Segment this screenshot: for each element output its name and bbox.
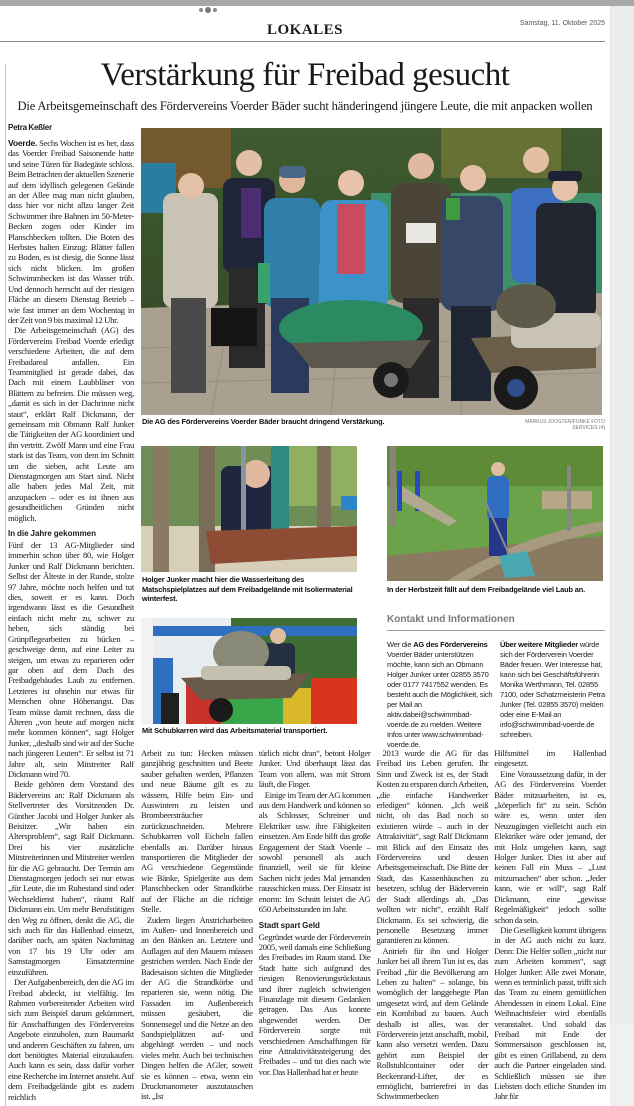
paragraph: Antrieb für ihn und Holger Junker bei all ihrem Tun ist es, das Freibad „für die Bevölkerung am Leben zu halten“ – solange, bis womöglich der langgehegte Plan umgesetzt wird, auf dem Gelände ein Kombibad zu bauen. Auch deshalb ist alles, was der Förderverein jetzt anschafft, mobil, kann also versetzt werden. Dazu gehört zum Beispiel der Rollstuhlcontainer oder der Beckenrand-Lifter, der es ermöglicht, barrierefrei in das Schwimmerbecken bbox=[376, 945, 489, 1102]
raking-photo-caption: In der Herbstzeit fällt auf dem Freibadgelände viel Laub an. bbox=[387, 585, 585, 594]
infobox-bold: AG des Fördervereins bbox=[413, 640, 488, 649]
article-column-2 bbox=[141, 748, 253, 1102]
main-photo-group bbox=[141, 128, 602, 415]
paragraph: Eine Voraussetzung dafür, in der AG des Fördervereins Voerder Bäder mitzuarbeiten, ist es, „körperlich fit“ zu sein. Schön wäre es, wenn unter den Neuzugängen vielleicht auch ein Elektriker wäre oder jemand, der mit Holz umgehen kann, sagt Holger Junker. Dies ist aber auf keinen Fall ein Muss – „Lust mitzumachen“ aber schon. „Jeder kann, wie er will“, sagt Ralf Dickmann, eine „gewisse Regelmäßigkeit“ jedoch sollte schon da sein. bbox=[494, 768, 606, 925]
paragraph: Einige im Team der AG kommen aus dem Handwerk und können so als Schlosser, Schreiner und Elektriker usw. ihre Fähigkeiten einsetzen. Am Ende hilft das große Engagement der Stadt Voerde – sowohl personell als auch finanziell, weil sie für kleine Sachen nicht jedes Mal jemanden rausschicken muss. Der Einsatz ist enorm: Im Schnitt leistet die AG 650 Arbeitsstunden im Jahr. bbox=[258, 789, 371, 915]
paragraph: türlich nicht dran“, betont Holger Junker. Und überhaupt lässt das Team von allem, was mit Strom läuft, die Finger. bbox=[258, 748, 371, 790]
playground-photo-image bbox=[141, 446, 357, 572]
paragraph: Fünf der 13 AG-Mitglieder sind immerhin schon über 80, wie Holger Junker und Ralf Dickmann berichten. Selbst der Älteste in der Runde, stolze 97 Jahre, möchte noch helfen und tut dies, soweit er es kann. Doch irgendwann lässt es die Gesundheit einfach nicht mehr zu, schwer zu heben, sich ständig bei Grünpflegearbeiten zu bücken – geschweige denn, auf eine Leiter zu steigen, um etwas zu reparieren oder gar oben auf dem Dach des Freibadgebäudes Laub zu entfernen. Letzteres ist ohnehin nur etwas für Menschen ohne Höhenangst. Das Team müsse damit rechnen, dass die Älteren „von heute auf morgen nicht mehr kommen können“, sagt Holger Junker, „deshalb sind wir auf der Suche nach jüngeren Leuten“. Er selbst ist 71 Jahre alt, sein Mitstreiter Ralf Dickmann wird 70. bbox=[8, 540, 134, 779]
playground-photo bbox=[141, 446, 357, 572]
article-column-3 bbox=[259, 748, 371, 1077]
main-photo-caption: Die AG des Fördervereins Voerder Bäder braucht dringend Verstärkung. bbox=[142, 417, 385, 426]
infobox-text: Voerder Bäder unterstützen möchte, kann sich an Obmann Holger Junker unter 02855 3570 oder 0177 7417552 wenden. Es besteht auch die Möglichkeit, sich per Mail an aktiv.dabei@schwimmbad-voerde.de zu melden. Weitere Infos unter www.schwimmbad-voerde.de. bbox=[387, 650, 493, 749]
subheading: Stadt spart Geld bbox=[258, 920, 320, 930]
article-column-1 bbox=[8, 123, 134, 1102]
left-margin-line bbox=[5, 64, 6, 1106]
issue-date: Samstag, 11. Oktober 2025 bbox=[519, 20, 605, 27]
group-photo-image bbox=[141, 128, 602, 415]
author-name: Petra Keßler bbox=[8, 123, 52, 132]
infobox-bold: Über weitere Mitglieder bbox=[500, 640, 578, 649]
wheelbarrow-photo-caption: Mit Schubkarren wird das Arbeitsmaterial transportiert. bbox=[142, 726, 328, 735]
raking-photo-image bbox=[387, 446, 603, 581]
infobox-text: würde sich der Förderverein Voerder Bäder freuen. Wer Interesse hat, kann sich bei Geschäftsführerin Monika Werthmann, Tel. 02855 7100, oder Schatzmeisterin Petra Junker (Tel. 02855 3570) melden oder eine E-Mail an info@schwimmbad-voerde.de schreiben. bbox=[500, 640, 605, 739]
paragraph: Gegründet wurde der Förderverein 2005, weil damals eine Schließung des Freibades im Raum stand. Die Stadt hatte sich aufgrund des riesigen Renovierungsrückstaus und ihrer zugleich schwierigen Finanzlage mit diesem Gedanken getragen. Das Aus konnte abgewendet werden. Der Förderverein sorgte mit verschiedenen Anschaffungen für eine Attraktivitätssteigerung des Freibades – und tut dies nach wie vor. Das Hallenbad hat er heute bbox=[258, 931, 371, 1077]
paragraph: Arbeit zu tun: Hecken müssen ganzjährig geschnitten und Beete sauber gehalten werden, Pflanzen und neue Bäume gilt es zu wässern, Hilfe beim Ein- und Auswintern zu leisten und Brombeersträucher zurückzuschneiden. Mehrere Schubkarren voll Eicheln fallen ebenfalls an. Darüber hinaus transportieren die Mitglieder der AG verschiedene Gegenstände wie Bänke, Spielgeräte aus dem Planschbecken oder Strandkörbe auf der Fläche an die richtige Stelle. bbox=[141, 748, 253, 915]
article-headline: Verstärkung für Freibad gesucht bbox=[100, 57, 510, 93]
raking-photo bbox=[387, 446, 603, 581]
wheelbarrow-photo bbox=[141, 618, 357, 724]
header-rule bbox=[0, 41, 605, 42]
paragraph: Zudem liegen Anstricharbeiten im Außen- und Innenbereich und an den Bänken an. Letztere und Auflagen auf den Mauern müssen gestrichen werden. Nach Ende der Badesaison sichten die Mitglieder der AG die Strandkörbe und reparieren sie, wenn nötig. Die Fassaden im Außenbereich müssen gesäubert, die Sonnensegel und die Netze an den Sandspielplätzen auf- und abgehängt werden – und noch vieles mehr. Auch bei technischen Dingen helfen die AGler, soweit sie es können – etwa, wenn ein Druckmanometer auszutauschen ist. „Ist bbox=[141, 914, 253, 1102]
paragraph: 2013 wurde die AG für das Freibad ins Leben gerufen. Ihr Sinn und Zweck ist es, der Stadt Kosten zu ersparen durch Arbeiten, „die einfache Handwerker erledigen“ können. „Ich weiß nicht, ob das Bad noch so existieren würde – auch in der Attraktivität“, sagt Ralf Dickmann mit Blick auf den Einsatz des Fördervereins und dessen Arbeitsgemeinschaft. Die Bitte der Stadt, das Kassenhäuschen zu besetzen, schlug der Bäderverein der Stadt allerdings ab. „Das wollten wir nicht“, erzählt Ralf Dickmann. Es sei schwierig, die personelle Besetzung immer garantieren zu können. bbox=[376, 748, 489, 946]
article-subheadline: Die Arbeitsgemeinschaft des Fördervereins Voerder Bäder sucht händeringend jüngere Leute, die mit anpacken wollen bbox=[17, 99, 593, 113]
paragraph: Hilfsmittel im Hallenbad eingesetzt. bbox=[494, 748, 606, 769]
paragraph: Der Aufgabenbereich, den die AG im Freibad abdeckt, ist vielfältig. Im Rahmen vorbereitender Arbeiten wird sich zum Beispiel darum gekümmert, für Anschaffungen des Fördervereins Angebote einzuholen, zum Baumarkt und anderen Geschäften zu fahren, um dort benötigtes Material einzukaufen. Auch kann es sein, dass dafür vorher eine Recherche im Internet ansteht. Auf dem Freibadgelände gibt es zudem reichlich bbox=[8, 977, 134, 1102]
infobox-text: Wer die bbox=[387, 640, 414, 649]
infobox-right-text bbox=[500, 640, 606, 740]
article-column-5 bbox=[494, 748, 606, 1102]
infobox-left-text bbox=[387, 640, 493, 750]
photo-credit: MARKUS JOOSTEN/FUNKE FOTO SERVICES (4) bbox=[525, 419, 605, 431]
article-column-4 bbox=[377, 748, 489, 1102]
viewer-scroll-gutter[interactable] bbox=[610, 6, 634, 1024]
paragraph-text: Sechs Wochen ist es her, dass das Voerder Freibad Saisonende hatte und seine Türen für Badegäste schloss. Beim Betrachten der aktuellen Szenerie auf dem idyllisch gelegenen Gelände an der Allee mag man nicht glauben, dass hier vor nicht allzu langer Zeit Schwimmer ihre Bahnen im 50-Meter-Becken zogen oder Kinder im Planschbecken tollten. Die Boten des Herbstes halten Einzug: Blätter fallen zu Boden, es ist diesig, die Sonne lässt sich nicht blicken. Im großen Schwimmbecken ist das Wasser trüb. Und dennoch herrscht auf der riesigen Fläche an diesem Dienstag Betrieb – wie fast immer an dem Wochentag in der Zeit von 9 bis maximal 12 Uhr. bbox=[8, 138, 134, 325]
subheading: In die Jahre gekommen bbox=[8, 529, 97, 539]
wheelbarrow-photo-image bbox=[141, 618, 357, 724]
viewer-page-ornament bbox=[196, 5, 220, 15]
paragraph bbox=[8, 138, 134, 325]
playground-photo-caption: Holger Junker macht hier die Wasserleitung des Matschspielplatzes auf dem Freibadgelände mit Isoliermaterial winterfest. bbox=[142, 575, 353, 604]
newspaper-page bbox=[0, 6, 610, 1106]
section-title: LOKALES bbox=[266, 22, 344, 38]
paragraph: Beide gehören dem Vorstand des Bädervereins an: Ralf Dickmann als Stellvertreter des Vorsitzenden Dr. Günther Jacobi und Holger Junker als Beisitzer. „Wir haben ein Altersproblem“, sagt Ralf Dickmann. Drei bis vier zusätzliche Mitstreiterinnen und Mitstreiter werden für die AG gebraucht. Der Termin am Dienstagmorgen jedoch sei nur etwas „für Leute, die im Ruhestand sind oder Wechseldienst haben“, räumt Ralf Dickmann ein. Um mehr Berufstätigen den Weg zu öffnen, denkt die AG, die sich auch für das Hallenbad einsetzt, darüber nach, am späten Nachmittag von 17 bis 19 Uhr oder am Samstagmorgen Einsatztermine einzuführen. bbox=[8, 779, 134, 977]
infobox-title: Kontakt und Informationen bbox=[387, 614, 605, 631]
dateline: Voerde. bbox=[8, 138, 38, 148]
paragraph: Die Arbeitsgemeinschaft (AG) des Fördervereins Freibad Voerde erledigt verschiedene Arbeiten, die auf dem Freibadareal anfallen. Ein Teammitglied ist gerade dabei, das Dach mit einem Laubbläser von Blättern zu befreien. Die müssen weg, „damit es sich in der Dachrinne nicht staut“, erklärt Ralf Dickmann, der gemeinsam mit Obmann Ralf Junker die Tätigkeiten der AG koordiniert und ihn vertritt. Zwölf Mann und eine Frau stark ist das Team, von dem im Schnitt um die sieben, acht Leute am Dienstagmorgen am Start sind. Nicht alle haben jedes Mal Zeit, mit anzupacken – oder es ist ihnen aus gesundheitlichen Gründen nicht möglich. bbox=[8, 325, 134, 523]
paragraph: Die Geselligkeit kommt übrigens in der AG auch nicht zu kurz. Denn: Die Helfer sollen „nicht nur zum Arbeiten kommen“, sagt Holger Junker: Alle zwei Monate, wenn es terminlich passt, trifft sich das Team zu einem gemütlichen Abendessen in einem Lokal. Eine Weihnachtsfeier wird ebenfalls veranstaltet. Und sobald das Freibad mit Ende der Sommersaison geschlossen ist, gibt es einen Grillabend, zu dem auch die Partner eingeladen sind. Schließlich müssen sie ihre Liebsten doch etliche Stunden im Jahr für bbox=[494, 924, 606, 1102]
